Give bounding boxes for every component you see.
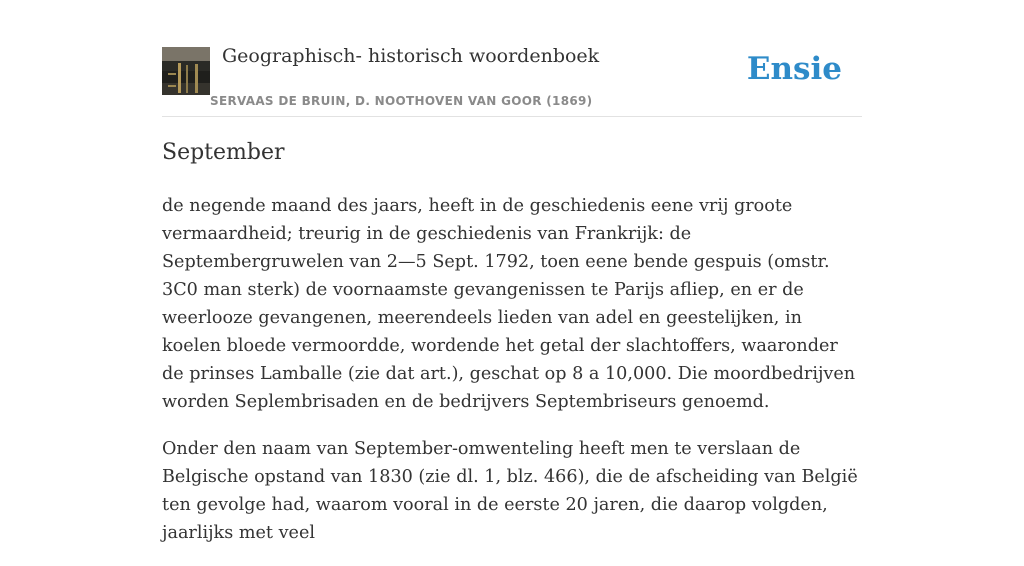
- entry-paragraph: de negende maand des jaars, heeft in de geschiedenis eene vrij groote vermaardheid; treurig in de geschiedenis van Frankrijk: de Septembergruwelen van 2—5 Sept. 1792, toen eene bende gespuis (omstr. 3C0 man sterk) de voornaamste gevangenissen te Parijs afliep, en er de weerlooze gevangenen, meerendeels lieden van adel en geestelijken, in koelen bloede vermoordde, wordende het getal der slachtoffers, waaronder de prinses Lamballe (zie dat art.), geschat op 8 a 10,000. Die moordbedrijven worden Seplembrisaden en de bedrijvers Septembriseurs genoemd.: [162, 196, 856, 412]
- brand-logo[interactable]: Ensie: [746, 51, 842, 87]
- book-authors-year: SERVAAS DE BRUIN, D. NOOTHOVEN VAN GOOR (1869): [210, 94, 593, 108]
- entry-body: [162, 192, 862, 566]
- book-spines-icon: [162, 47, 210, 95]
- book-title[interactable]: Geographisch- historisch woordenboek: [222, 45, 600, 67]
- book-header: [162, 44, 862, 117]
- entry-title: September: [162, 140, 285, 165]
- entry-paragraph: Onder den naam van September-omwenteling heeft men te verslaan de Belgische opstand van 1830 (zie dl. 1, blz. 466), die de afscheiding van België ten gevolge had, waarom vooral in de eerste 20 jaren, die daarop volgden, jaarlijks met veel: [162, 439, 858, 543]
- book-cover-image[interactable]: [162, 47, 210, 95]
